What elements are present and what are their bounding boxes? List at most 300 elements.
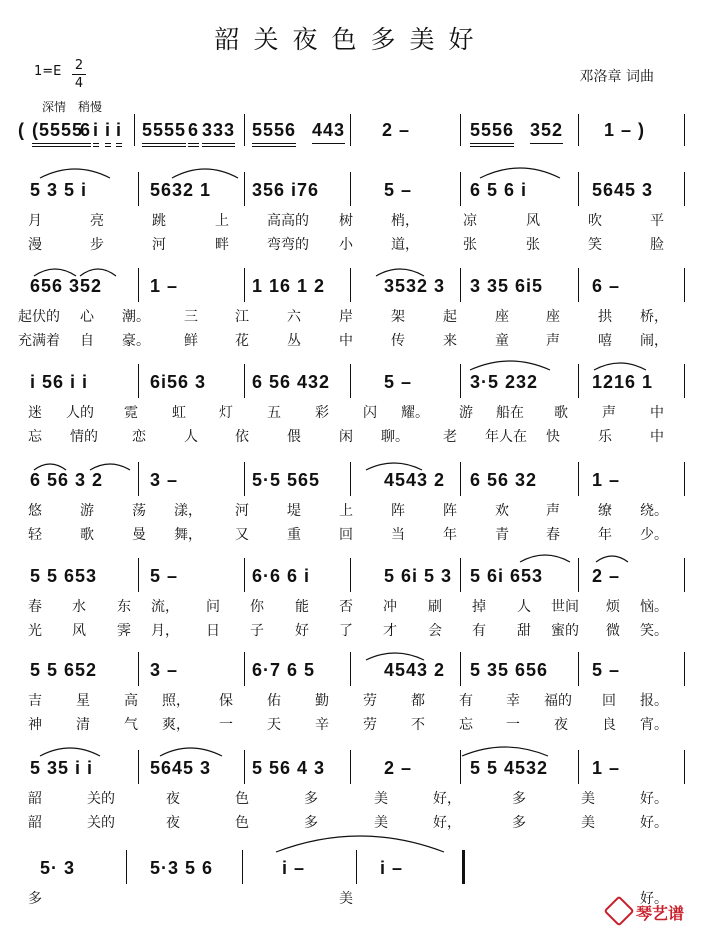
lyric-syllable: 缭: [598, 503, 612, 519]
score-measure: 5632 1: [150, 180, 212, 200]
lyric-syllable: 夜: [166, 791, 180, 807]
lyric-syllable: 恼。: [640, 599, 668, 615]
lyric-syllable: 不: [411, 717, 425, 733]
lyric-syllable: 耀。: [401, 405, 429, 421]
score-note: i: [93, 120, 99, 147]
lyric-syllable: 蜜的: [551, 623, 579, 639]
lyric-syllable: 夜: [166, 815, 180, 831]
bar-line: [578, 268, 579, 302]
lyric-syllable: 灯: [219, 405, 233, 421]
meter-bottom: 4: [74, 76, 84, 91]
bar-line: [460, 750, 461, 784]
lyric-syllable: 充满着: [18, 333, 60, 349]
slur: [40, 748, 100, 756]
slur: [366, 653, 424, 660]
meter-top: 2: [74, 58, 84, 73]
bar-line: [242, 850, 243, 884]
bar-line: [684, 114, 685, 146]
bar-line: [460, 114, 461, 146]
lyric-syllable: 闲: [339, 429, 353, 445]
lyric-syllable: 忘: [28, 429, 42, 445]
bar-line: [350, 750, 351, 784]
lyric-syllable: 一: [219, 717, 233, 733]
logo-text: 琴艺谱: [635, 904, 684, 923]
lyric-syllable: 光: [28, 623, 42, 639]
lyric-syllable: 中: [650, 405, 664, 421]
lyric-syllable: 中: [339, 333, 353, 349]
bar-line: [578, 558, 579, 592]
lyric-syllable: 良: [602, 717, 616, 733]
bar-line: [684, 268, 685, 302]
lyric-syllable: 歌: [80, 527, 94, 543]
bar-line: [244, 652, 245, 686]
lyric-syllable: 年人在: [485, 429, 527, 445]
lyric-syllable: 五: [267, 405, 281, 421]
score-measure: 5·3 5 6: [150, 858, 214, 878]
lyric-syllable: 好: [295, 623, 309, 639]
score-measure: 3 –: [150, 470, 179, 490]
lyric-syllable: 多: [512, 791, 526, 807]
score-measure: 656 352: [30, 276, 103, 296]
lyric-syllable: 日: [206, 623, 220, 639]
lyric-syllable: 桥，: [640, 309, 668, 325]
score-measure: 5 –: [384, 372, 413, 392]
lyric-syllable: 当: [391, 527, 405, 543]
lyric-syllable: 座: [546, 309, 560, 325]
score-note: (5555: [32, 120, 83, 147]
bar-line: [356, 850, 357, 884]
score-measure: 5 5 652: [30, 660, 98, 680]
slur: [470, 361, 550, 370]
lyric-syllable: 回: [339, 527, 353, 543]
lyric-syllable: 你: [250, 599, 264, 615]
score-measure: 3 –: [150, 660, 179, 680]
lyric-syllable: 忘: [459, 717, 473, 733]
lyric-syllable: 重: [287, 527, 301, 543]
lyric-syllable: 中: [650, 429, 664, 445]
bar-line: [578, 114, 579, 146]
lyric-syllable: 劳: [363, 717, 377, 733]
bar-line: [684, 652, 685, 686]
lyric-syllable: 传: [391, 333, 405, 349]
lyric-syllable: 美: [581, 791, 595, 807]
lyric-syllable: 才: [383, 623, 397, 639]
lyric-syllable: 阵: [443, 503, 457, 519]
lyric-syllable: 一: [506, 717, 520, 733]
lyric-syllable: 高高的: [267, 213, 309, 229]
bar-line: [578, 462, 579, 496]
score-note: 333: [202, 120, 235, 147]
lyric-syllable: 笑。: [640, 623, 668, 639]
score-note: 5556: [470, 120, 514, 147]
lyric-syllable: 豪。: [122, 333, 150, 349]
score-measure: 5 56 4 3: [252, 758, 326, 778]
lyric-syllable: 天: [267, 717, 281, 733]
lyric-syllable: 快: [546, 429, 560, 445]
lyric-syllable: 水: [72, 599, 86, 615]
score-measure: 6 –: [592, 276, 621, 296]
lyric-syllable: 冲: [383, 599, 397, 615]
lyric-syllable: 美: [581, 815, 595, 831]
slur: [34, 269, 76, 276]
score-measure: 6i56 3: [150, 372, 207, 392]
bar-line: [350, 268, 351, 302]
score-measure: 5 6i 653: [470, 566, 544, 586]
score-measure: 6 56 432: [252, 372, 331, 392]
lyric-syllable: 关的: [87, 791, 115, 807]
lyric-syllable: 梢，: [391, 213, 419, 229]
lyric-syllable: 鲜: [184, 333, 198, 349]
score-measure: 5· 3: [40, 858, 76, 878]
lyric-syllable: 小: [339, 237, 353, 253]
lyric-syllable: 神: [28, 717, 42, 733]
lyric-syllable: 东: [117, 599, 131, 615]
lyric-syllable: 闪: [363, 405, 377, 421]
lyric-syllable: 潮。: [122, 309, 150, 325]
bar-line: [244, 750, 245, 784]
score-measure: 5 5 653: [30, 566, 98, 586]
lyric-syllable: 回: [602, 693, 616, 709]
lyric-syllable: 否: [339, 599, 353, 615]
lyric-syllable: 丛: [287, 333, 301, 349]
bar-line: [138, 172, 139, 206]
bar-line: [462, 850, 465, 884]
lyric-syllable: 人: [184, 429, 198, 445]
lyric-syllable: 春: [546, 527, 560, 543]
lyric-syllable: 月，: [151, 623, 179, 639]
score-measure: 5 35 656: [470, 660, 549, 680]
lyric-syllable: 绕。: [640, 503, 668, 519]
score-measure: 5 5 4532: [470, 758, 549, 778]
lyric-syllable: 江: [235, 309, 249, 325]
bar-line: [684, 558, 685, 592]
bar-line: [684, 462, 685, 496]
lyric-syllable: 多: [304, 815, 318, 831]
score-measure: 5 6i 5 3: [384, 566, 453, 586]
bar-line: [578, 652, 579, 686]
lyric-syllable: 少。: [640, 527, 668, 543]
lyric-syllable: 刷: [428, 599, 442, 615]
lyric-syllable: 好。: [640, 891, 668, 907]
lyric-syllable: 树: [339, 213, 353, 229]
lyric-syllable: 韶: [28, 791, 42, 807]
score-measure: 1 16 1 2: [252, 276, 326, 296]
lyric-syllable: 劳: [363, 693, 377, 709]
lyric-syllable: 吹: [588, 213, 602, 229]
lyric-syllable: 起伏的: [18, 309, 60, 325]
bar-line: [684, 172, 685, 206]
bar-line: [684, 750, 685, 784]
score-measure: 1 –: [592, 470, 621, 490]
lyric-syllable: 悠: [28, 503, 42, 519]
lyric-syllable: 勤: [315, 693, 329, 709]
lyric-syllable: 霁: [117, 623, 131, 639]
lyric-syllable: 跳: [152, 213, 166, 229]
lyric-syllable: 有: [472, 623, 486, 639]
bar-line: [138, 462, 139, 496]
lyric-syllable: 上: [339, 503, 353, 519]
lyric-syllable: 张: [463, 237, 477, 253]
lyric-syllable: 老: [443, 429, 457, 445]
author-credit: 邓洛章 词曲: [579, 69, 654, 85]
score-measure: 5 3 5 i: [30, 180, 88, 200]
lyric-syllable: 堤: [287, 503, 301, 519]
score-measure: 2 –: [384, 758, 413, 778]
lyric-syllable: 自: [80, 333, 94, 349]
lyric-syllable: 座: [495, 309, 509, 325]
lyric-syllable: 岸: [339, 309, 353, 325]
lyric-syllable: 船在: [496, 405, 524, 421]
score-measure: 5·5 565: [252, 470, 321, 490]
lyric-syllable: 幸: [506, 693, 520, 709]
lyric-syllable: 能: [295, 599, 309, 615]
bar-line: [578, 172, 579, 206]
score-measure: 5 –: [384, 180, 413, 200]
lyric-syllable: 子: [250, 623, 264, 639]
site-logo: [608, 900, 684, 924]
lyric-syllable: 情的: [70, 429, 98, 445]
lyric-syllable: 心: [80, 309, 94, 325]
lyric-syllable: 虹: [172, 405, 186, 421]
slur: [80, 269, 116, 276]
lyric-syllable: 甜: [517, 623, 531, 639]
bar-line: [138, 364, 139, 398]
lyric-syllable: 美: [374, 791, 388, 807]
lyric-syllable: 韶: [28, 815, 42, 831]
score-measure: 1 –: [592, 758, 621, 778]
lyric-syllable: 人的: [66, 405, 94, 421]
score-measure: 1 –: [150, 276, 179, 296]
lyric-syllable: 世间: [551, 599, 579, 615]
bar-line: [134, 114, 135, 146]
slur: [462, 747, 548, 756]
bar-line: [350, 364, 351, 398]
score-note: 2 –: [382, 120, 411, 140]
bar-line: [350, 558, 351, 592]
lyric-syllable: 问: [206, 599, 220, 615]
score-note: 5555: [142, 120, 186, 147]
logo-icon: [603, 895, 634, 926]
lyric-syllable: 好，: [433, 791, 461, 807]
score-measure: 4543 2: [384, 470, 446, 490]
slur: [172, 169, 238, 178]
score-measure: i –: [282, 858, 306, 878]
score-measure: 6·7 6 5: [252, 660, 316, 680]
bar-line: [684, 364, 685, 398]
lyric-syllable: 会: [428, 623, 442, 639]
score-measure: 5 35 i i: [30, 758, 94, 778]
bar-line: [460, 558, 461, 592]
lyric-syllable: 嘻: [598, 333, 612, 349]
lyric-syllable: 迷: [28, 405, 42, 421]
lyric-syllable: 聊。: [381, 429, 409, 445]
lyric-syllable: 道，: [391, 237, 419, 253]
lyric-syllable: 好。: [640, 815, 668, 831]
bar-line: [578, 364, 579, 398]
score-measure: 1216 1: [592, 372, 654, 392]
slur: [160, 748, 222, 756]
lyric-syllable: 闹，: [640, 333, 668, 349]
lyric-syllable: 爽，: [162, 717, 190, 733]
lyric-syllable: 依: [235, 429, 249, 445]
lyric-syllable: 多: [28, 891, 42, 907]
bar-line: [244, 462, 245, 496]
score-measure: 2 –: [592, 566, 621, 586]
lyric-syllable: 好。: [640, 791, 668, 807]
lyric-syllable: 多: [304, 791, 318, 807]
lyric-syllable: 三: [184, 309, 198, 325]
slur: [276, 836, 444, 852]
lyric-syllable: 辛: [315, 717, 329, 733]
score-measure: 4543 2: [384, 660, 446, 680]
bar-line: [350, 114, 351, 146]
bar-line: [244, 172, 245, 206]
lyric-syllable: 色: [235, 815, 249, 831]
lyric-syllable: 照，: [162, 693, 190, 709]
score-measure: 6 56 3 2: [30, 470, 104, 490]
lyric-syllable: 笑: [588, 237, 602, 253]
lyric-syllable: 弯弯的: [267, 237, 309, 253]
lyric-syllable: 张: [526, 237, 540, 253]
lyric-syllable: 色: [235, 791, 249, 807]
lyric-syllable: 流，: [151, 599, 179, 615]
lyric-syllable: 关的: [87, 815, 115, 831]
lyric-syllable: 年: [443, 527, 457, 543]
lyric-syllable: 宵。: [640, 717, 668, 733]
score-measure: 5645 3: [592, 180, 654, 200]
lyric-syllable: 保: [219, 693, 233, 709]
bar-line: [460, 462, 461, 496]
lyric-syllable: 风: [72, 623, 86, 639]
lyric-syllable: 吉: [28, 693, 42, 709]
lyric-syllable: 声: [602, 405, 616, 421]
lyric-syllable: 烦: [606, 599, 620, 615]
lyric-syllable: 偎: [287, 429, 301, 445]
lyric-syllable: 掉: [472, 599, 486, 615]
slur: [596, 556, 628, 562]
tempo-marking: 深情 稍慢: [42, 100, 103, 114]
score-measure: 5 –: [150, 566, 179, 586]
lyric-syllable: 起: [443, 309, 457, 325]
lyric-syllable: 报。: [640, 693, 668, 709]
lyric-syllable: 六: [287, 309, 301, 325]
score-measure: i 56 i i: [30, 372, 89, 392]
lyric-syllable: 美: [374, 815, 388, 831]
bar-line: [460, 364, 461, 398]
score-note: 1 – ): [604, 120, 646, 140]
score-measure: 3·5 232: [470, 372, 539, 392]
lyric-syllable: 游: [459, 405, 473, 421]
lyric-syllable: 拱: [598, 309, 612, 325]
slur: [520, 555, 570, 562]
lyric-syllable: 轻: [28, 527, 42, 543]
lyric-syllable: 春: [28, 599, 42, 615]
score-note: 352: [530, 120, 563, 144]
bar-line: [350, 462, 351, 496]
lyric-syllable: 步: [90, 237, 104, 253]
lyric-syllable: 游: [80, 503, 94, 519]
lyric-syllable: 歌: [554, 405, 568, 421]
bar-line: [460, 172, 461, 206]
lyric-syllable: 霓: [124, 405, 138, 421]
lyric-syllable: 风: [526, 213, 540, 229]
lyric-syllable: 脸: [650, 237, 664, 253]
score-measure: 3532 3: [384, 276, 446, 296]
lyric-syllable: 河: [235, 503, 249, 519]
bar-line: [460, 268, 461, 302]
lyric-syllable: 年: [598, 527, 612, 543]
score-measure: 3 35 6i5: [470, 276, 544, 296]
lyric-syllable: 曼: [132, 527, 146, 543]
bar-line: [138, 268, 139, 302]
lyric-syllable: 气: [124, 717, 138, 733]
lyric-syllable: 又: [235, 527, 249, 543]
score-note: 6: [80, 120, 91, 147]
slur: [366, 463, 422, 470]
score-measure: 6 5 6 i: [470, 180, 528, 200]
lyric-syllable: 恋: [132, 429, 146, 445]
bar-line: [244, 558, 245, 592]
time-signature: [72, 58, 86, 91]
bar-line: [244, 268, 245, 302]
bar-line: [578, 750, 579, 784]
lyric-syllable: 星: [76, 693, 90, 709]
slur: [40, 169, 110, 178]
lyric-syllable: 荡: [132, 503, 146, 519]
lyric-syllable: 美: [339, 891, 353, 907]
lyric-syllable: 架: [391, 309, 405, 325]
score-note: i: [105, 120, 111, 147]
score-note: i: [116, 120, 122, 147]
lyric-syllable: 来: [443, 333, 457, 349]
lyric-syllable: 漾，: [174, 503, 202, 519]
bar-line: [126, 850, 127, 884]
score-note: 6: [188, 120, 199, 147]
bar-line: [460, 652, 461, 686]
lyric-syllable: 上: [215, 213, 229, 229]
lyric-syllable: 舞，: [174, 527, 202, 543]
lyric-syllable: 河: [152, 237, 166, 253]
lyric-syllable: 福的: [544, 693, 572, 709]
page-title: 韶关夜色多美好: [214, 25, 488, 54]
lyric-syllable: 漫: [28, 237, 42, 253]
lyric-syllable: 彩: [315, 405, 329, 421]
lyric-syllable: 欢: [495, 503, 509, 519]
lyric-syllable: 月: [28, 213, 42, 229]
score-measure: 356 i76: [252, 180, 320, 200]
lyric-syllable: 都: [411, 693, 425, 709]
lyric-syllable: 有: [459, 693, 473, 709]
score-measure: 6·6 6 i: [252, 566, 311, 586]
bar-line: [244, 114, 245, 146]
lyric-syllable: 声: [546, 333, 560, 349]
bar-line: [138, 652, 139, 686]
slur: [376, 269, 424, 276]
lyric-syllable: 高: [124, 693, 138, 709]
score-note: 443: [312, 120, 345, 144]
lyric-syllable: 乐: [598, 429, 612, 445]
score-measure: 6 56 32: [470, 470, 538, 490]
lyric-syllable: 好，: [433, 815, 461, 831]
bar-line: [138, 750, 139, 784]
lyric-syllable: 阵: [391, 503, 405, 519]
lyric-syllable: 童: [495, 333, 509, 349]
score-measure: 5 –: [592, 660, 621, 680]
slur: [480, 168, 560, 178]
bar-line: [350, 652, 351, 686]
lyric-syllable: 清: [76, 717, 90, 733]
lyric-syllable: 亮: [90, 213, 104, 229]
